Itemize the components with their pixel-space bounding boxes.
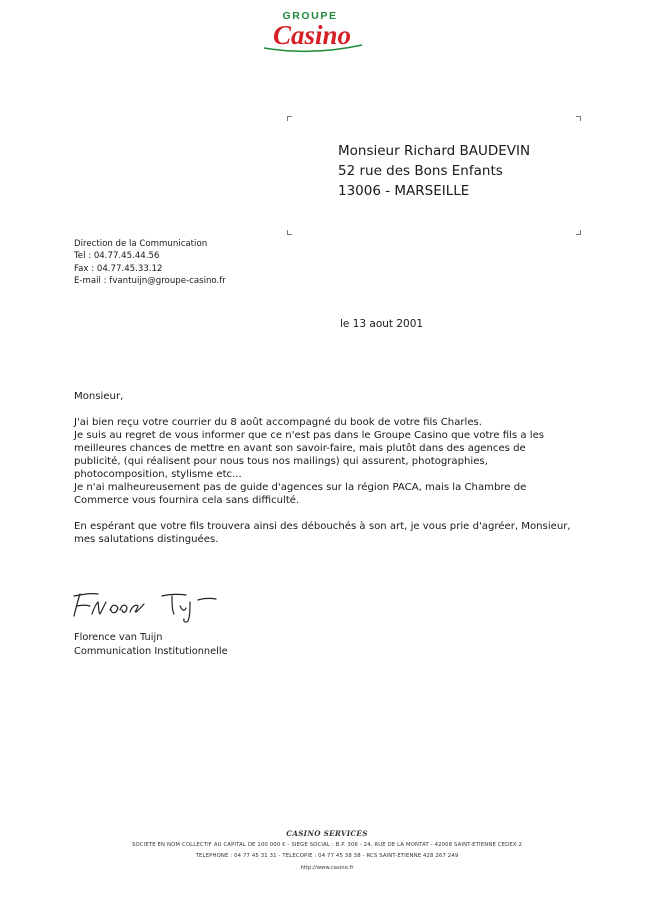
recipient-street: 52 rue des Bons Enfants bbox=[338, 163, 503, 179]
recipient-city: 13006 - MARSEILLE bbox=[338, 183, 470, 199]
signatory-title: Communication Institutionnelle bbox=[74, 645, 228, 657]
signatory-name: Florence van Tuijn bbox=[74, 632, 163, 643]
footer-company: CASINO SERVICES bbox=[286, 829, 368, 838]
window-corner-mark bbox=[576, 116, 581, 121]
sender-fax: Fax : 04.77.45.33.12 bbox=[74, 263, 163, 274]
footer-legal-line: SOCIETE EN NOM COLLECTIF AU CAPITAL DE 100 000 € - SIEGE SOCIAL : B.P. 306 - 24, RUE DE LA MONTAT - 42008 SAINT-ETIENNE CEDEX 2 bbox=[131, 842, 523, 848]
logo-brand-text: Casino bbox=[272, 20, 352, 50]
handwritten-signature bbox=[66, 588, 226, 624]
groupe-casino-logo bbox=[250, 8, 374, 54]
sender-email: E-mail : fvantuijn@groupe-casino.fr bbox=[74, 275, 226, 286]
sender-info bbox=[74, 238, 226, 287]
footer-contact-line: TELEPHONE : 04 77 45 31 31 - TELECOPIE : 04 77 45 38 38 - RCS SAINT-ETIENNE 428 267 249 bbox=[195, 853, 459, 859]
window-corner-mark bbox=[287, 116, 292, 121]
paragraph-2: Je suis au regret de vous informer que ce n'est pas dans le Groupe Casino que votre fils a les meilleures chances de mettre en avant son savoir-faire, mais plutôt dans des agences de publicité, (qui réalisent pour nous tous nos mailings) qui assurent, photographies, photocomposition, stylisme etc... bbox=[74, 430, 545, 480]
sender-tel: Tel : 04.77.45.44.56 bbox=[74, 251, 160, 262]
recipient-name: Monsieur Richard BAUDEVIN bbox=[338, 143, 531, 159]
logo-groupe-text: GROUPE bbox=[282, 10, 338, 22]
paragraph-3: Je n'ai malheureusement pas de guide d'agences sur la région PACA, mais la Chambre de Commerce vous fournira cela sans difficulté. bbox=[74, 482, 527, 506]
letter-body bbox=[74, 390, 574, 546]
paragraph-1: J'ai bien reçu votre courrier du 8 août accompagné du book de votre fils Charles. bbox=[74, 417, 483, 428]
footer-url: http://www.casino.fr bbox=[300, 865, 354, 871]
window-corner-mark bbox=[287, 230, 292, 235]
letter-date: le 13 aout 2001 bbox=[340, 318, 424, 330]
window-corner-mark bbox=[576, 230, 581, 235]
signatory-block bbox=[74, 631, 228, 658]
sender-department: Direction de la Communication bbox=[74, 239, 208, 249]
recipient-address bbox=[338, 141, 530, 201]
paragraph-4: En espérant que votre fils trouvera ainsi des débouchés à son art, je vous prie d'agréer, Monsieur, mes salutations distinguées. bbox=[74, 521, 571, 545]
salutation: Monsieur, bbox=[74, 391, 124, 402]
